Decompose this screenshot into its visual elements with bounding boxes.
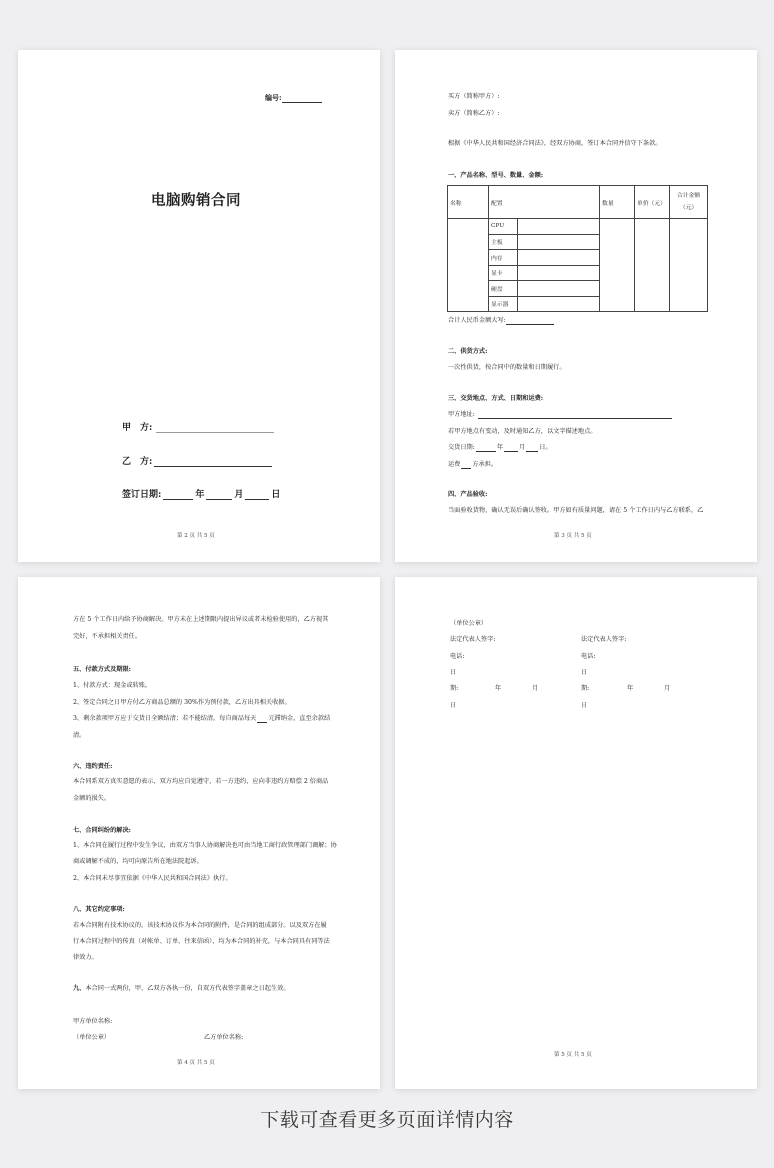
party-b-date-day: 日 — [581, 669, 588, 676]
freight-label: 运费 — [448, 461, 461, 468]
party-b-unit: 乙方单位名称: — [204, 1034, 244, 1041]
config-item: CPU — [489, 219, 518, 235]
config-item: 主板 — [489, 234, 518, 250]
config-item: 显卡 — [489, 265, 518, 281]
config-value-cell — [518, 265, 600, 281]
section-9-heading: 九、 — [73, 985, 86, 992]
product-table — [447, 185, 708, 312]
header-total-line1: 合计金额 — [676, 193, 701, 199]
table-cell-total — [670, 219, 708, 312]
header-total-line2: （元） — [679, 205, 698, 211]
year-label: 年 — [195, 490, 205, 500]
config-item: 显示器 — [489, 296, 518, 312]
serial-blank — [282, 94, 322, 103]
delivery-day-blank — [526, 444, 538, 452]
delivery-month-blank — [504, 444, 518, 452]
document-page-5 — [395, 577, 757, 1089]
delivery-label: 交货日期: — [448, 444, 475, 451]
section-8-heading: 八、其它约定事项: — [73, 906, 125, 913]
party-b-tel: 电话: — [581, 653, 596, 660]
config-value-cell — [518, 281, 600, 297]
party-a-date-day: 日 — [450, 669, 457, 676]
paragraph-line: 清。 — [73, 732, 86, 739]
delivery-year-blank — [476, 444, 496, 452]
total-rmb-label: 合计人民币金额大写: — [448, 317, 506, 324]
document-page-4 — [18, 577, 380, 1089]
config-item: 内存 — [489, 250, 518, 266]
sign-date-label: 签订日期: — [122, 490, 162, 500]
paragraph-line: 律效力。 — [73, 954, 98, 961]
month-blank — [206, 489, 232, 500]
table-cell-qty — [600, 219, 635, 312]
company-seal-label: （单位公章） — [73, 1034, 111, 1041]
paragraph-line: 若本合同附有技术协议的，该技术协议作为本合同的附件，是合同的组成部分。以及双方在履 — [73, 922, 327, 929]
section-5-item-1: 1、付款方式：现金或转账。 — [73, 682, 152, 689]
address-blank — [478, 411, 672, 419]
party-b-date-month: 月 — [664, 685, 671, 692]
freight-suffix: 方承担。 — [472, 461, 498, 468]
party-a-line — [122, 420, 274, 433]
section-5-item-3-tail: 元滞纳金，直至余款结 — [268, 715, 331, 722]
section-9-text: 本合同一式两份，甲、乙双方各执一份，自双方代表签字盖章之日起生效。 — [85, 985, 290, 992]
address-note: 若甲方地点有变动，及时通知乙方，以文字描述地点。 — [448, 428, 597, 435]
page-number: 第 3 页 共 5 页 — [554, 533, 592, 539]
buyer-line: 买方（简称甲方）: — [448, 93, 500, 100]
month-label: 月 — [234, 490, 244, 500]
section-5-item-3 — [73, 714, 330, 723]
party-b-date-day-2: 日 — [581, 702, 588, 709]
section-3-heading: 三、交货地点、方式、日期和运费: — [448, 395, 544, 402]
config-value-cell — [518, 296, 600, 312]
paragraph-line: 本合同系双方真实意愿的表示，双方均应自觉遵守，若一方违约，应向非违约方赔偿 2 倍商品 — [73, 778, 329, 785]
intro-paragraph: 根据《中华人民共和国经济合同法》，经双方协商，签订本合同并信守下条款。 — [448, 140, 662, 147]
freight-line — [448, 460, 497, 469]
address-label: 甲方地址: — [448, 411, 475, 418]
seller-line: 卖方（简称乙方）: — [448, 110, 500, 117]
party-b-rep: 法定代表人签字: — [581, 636, 627, 643]
section-2-text: 一次性供货，按合同中的数量和日期履行。 — [448, 364, 566, 371]
party-a-date-prefix: 期: — [450, 685, 459, 692]
section-5-heading: 五、付款方式及期限: — [73, 666, 131, 673]
party-a-tel: 电话: — [450, 653, 465, 660]
delivery-year: 年 — [496, 444, 504, 451]
party-b-date-prefix: 期: — [581, 685, 590, 692]
party-a-label: 甲 方: — [122, 423, 153, 433]
address-line — [448, 410, 672, 419]
section-5-item-3-text: 3、剩余款项甲方应于交货日全额结清；若不能结清，每自商品每天 — [73, 715, 257, 722]
document-page-3 — [395, 50, 757, 562]
section-5-item-2: 2、签定合同之日甲方付乙方商品总额的 30%作为预付款，乙方出具相关收据。 — [73, 699, 291, 706]
day-blank — [245, 489, 269, 500]
paragraph-line: 1、本合同在履行过程中发生争议，由双方当事人协商解决也可由当地工商行政管理部门调解；协 — [73, 842, 337, 849]
party-b-label: 乙 方: — [122, 457, 153, 467]
section-4-heading: 四、产品验收: — [448, 491, 488, 498]
paragraph-line: 2、本合同未尽事宜依据《中华人民共和国合同法》执行。 — [73, 875, 232, 882]
party-b-date-year: 年 — [627, 685, 634, 692]
party-a-date-year: 年 — [495, 685, 502, 692]
party-a-unit: 甲方单位名称: — [73, 1018, 113, 1025]
paragraph-line: 完好，不承担相关责任。 — [73, 633, 142, 640]
table-cell-name — [448, 219, 489, 312]
total-rmb-line — [448, 316, 554, 325]
paragraph-line: 金额的损失。 — [73, 795, 111, 802]
party-a-rep: 法定代表人签字: — [450, 636, 496, 643]
party-b-blank — [154, 456, 272, 467]
late-fee-blank — [257, 715, 267, 723]
header-price: 单价（元） — [635, 186, 670, 219]
party-a-date-month: 月 — [532, 685, 539, 692]
delivery-date-line — [448, 443, 552, 452]
company-seal-label: （单位公章） — [450, 620, 488, 627]
total-rmb-blank — [506, 317, 554, 325]
table-header-row — [448, 186, 708, 219]
section-2-heading: 二、供货方式: — [448, 348, 488, 355]
page-number: 第 2 页 共 5 页 — [177, 533, 215, 539]
download-more-caption: 下载可查看更多页面详情内容 — [260, 1109, 514, 1131]
section-6-heading: 六、违约责任: — [73, 763, 113, 770]
page-number: 第 4 页 共 5 页 — [177, 1060, 215, 1066]
delivery-month: 月 — [519, 444, 526, 451]
delivery-day: 日。 — [539, 444, 552, 451]
serial-label: 编号: — [265, 93, 282, 102]
day-label: 日 — [271, 490, 281, 500]
config-item: 硬盘 — [489, 281, 518, 297]
config-value-cell — [518, 234, 600, 250]
year-blank — [163, 489, 193, 500]
party-a-blank — [156, 422, 274, 433]
section-9-line — [73, 984, 290, 993]
freight-blank — [461, 461, 471, 469]
page-number: 第 5 页 共 5 页 — [554, 1052, 592, 1058]
config-value-cell — [518, 219, 600, 235]
header-config: 配置 — [489, 186, 600, 219]
section-4-text: 当面验收货物，确认无误后确认签收。甲方如有质量问题，请在 5 个工作日内与乙方联系，乙 — [448, 507, 704, 514]
paragraph-line: 方在 5 个工作日内给予协商解决。甲方未在上述期限内提出异议或者未检验使用的，乙方视其 — [73, 616, 329, 623]
table-cell-price — [635, 219, 670, 312]
section-1-heading: 一、产品名称、型号、数量、金额: — [448, 172, 544, 179]
party-a-date-day-2: 日 — [450, 702, 457, 709]
header-total — [670, 186, 708, 219]
serial-number-field — [265, 93, 322, 103]
paragraph-line: 行本合同过程中的传真（对帐单、订单、往来信函），均为本合同的补充，与本合同具有同等法 — [73, 938, 330, 945]
config-value-cell — [518, 250, 600, 266]
table-row — [448, 219, 708, 235]
party-b-line — [122, 454, 272, 467]
paragraph-line: 商或调解不成的，均可向原告所在地法院起诉。 — [73, 858, 203, 865]
sign-date-line — [122, 487, 280, 500]
header-qty: 数量 — [600, 186, 635, 219]
section-7-heading: 七、合同纠纷的解决: — [73, 827, 131, 834]
document-page-2 — [18, 50, 380, 562]
contract-title: 电脑购销合同 — [151, 193, 241, 209]
header-name: 名称 — [448, 186, 489, 219]
